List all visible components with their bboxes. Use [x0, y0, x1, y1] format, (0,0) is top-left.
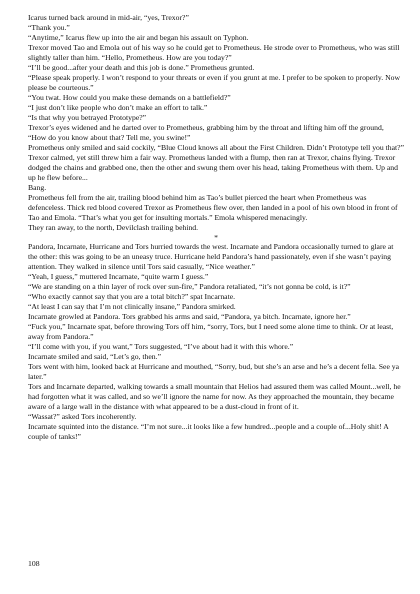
paragraph: “Who exactly cannot say that you are a total bitch?” spat Incarnate. [28, 292, 236, 301]
paragraph: “I just don’t like people who don’t make an effort to talk.” [28, 103, 208, 112]
paragraph: “Please speak properly. I won’t respond to your threats or even if you grunt at me. I prefer to be spoken to properly. Now please be courteous.” [28, 73, 401, 92]
paragraph: “We are standing on a thin layer of rock over sun-fire,” Pandora retaliated, “it’s not gonna be cold, is it?” [28, 282, 351, 291]
paragraph: “Is that why you betrayed Prototype?” [28, 113, 147, 122]
paragraph: Prometheus only smiled and said cockily, “Blue Cloud knows all about the First Children. Didn’t Prototype tell you that?” [28, 143, 404, 152]
paragraph: Icarus turned back around in mid-air, “yes, Trexor?” [28, 13, 189, 22]
paragraph: “I’ll come with you, if you want,” Tors suggested, “I’ve about had it with this whore.” [28, 342, 294, 351]
paragraph: “Wassat?” asked Tors incoherently. [28, 412, 137, 421]
paragraph: Bang. [28, 183, 47, 192]
paragraph: “I’ll be good...after your death and this job is done.” Prometheus grunted. [28, 63, 255, 72]
paragraph: “Thank you.” [28, 23, 70, 32]
paragraph: “You twat. How could you make these demands on a battlefield?” [28, 93, 231, 102]
paragraph: Incarnate growled at Pandora. Tors grabbed his arms and said, “Pandora, ya bitch. Incarnate, ignore her.” [28, 312, 351, 321]
page-number: 108 [28, 559, 40, 568]
paragraph: Pandora, Incarnate, Hurricane and Tors hurried towards the west. Incarnate and Pandora occasionally turned to glare at the other: this was going to be an uneasy truce. Hurricane held Pandora’s hand passionately, even if she wasn’t paying attention. They walked in silence until Tors said casually, “Nice weather.” [28, 242, 394, 271]
paragraph: Trexor’s eyes widened and he darted over to Prometheus, grabbing him by the throat and lifting him off the ground, “How do you know about that? Tell me, you swine!” [28, 123, 384, 142]
paragraph: “Yeah, I guess,” muttered Incarnate, “quite warm I guess.” [28, 272, 209, 281]
paragraph: Trexor calmed, yet still threw him a fair way. Prometheus landed with a flump, then ran at Trexor, chains flying. Trexor dodged the chains and grabbed one, then the other and swung them over his head, taking Prometheus with them. Up and up he flew before... [28, 153, 398, 182]
page-body [28, 13, 404, 442]
paragraph: Tors went with him, looked back at Hurricane and mouthed, “Sorry, bud, but she’s an arse and he’s a decent fella. See ya later.” [28, 362, 400, 381]
paragraph: Tors and Incarnate departed, walking towards a small mountain that Helios had assured them was called Mount...well, he had forgotten what it was called, and so we’ll ignore the name for now. As they approached the mountain, they became aware of a large wall in the distance with what appeared to be a dust-cloud in front of it. [28, 382, 401, 411]
paragraph: “Anytime,” Icarus flew up into the air and began his assault on Typhon. [28, 33, 249, 42]
paragraph: Incarnate squinted into the distance. “I’m not sure...it looks like a few hundred...people and a couple of...Holy shit! A couple of tanks!” [28, 422, 389, 441]
scene-separator: * [214, 233, 218, 242]
paragraph: “Fuck you,” Incarnate spat, before throwing Tors off him, “sorry, Tors, but I need some alone time to think. Or at least, away from Pandora.” [28, 322, 394, 341]
paragraph: Trexor moved Tao and Emola out of his way so he could get to Prometheus. He strode over to Prometheus, who was still slightly taller than him. “Hello, Prometheus. How are you today?” [28, 43, 400, 62]
paragraph: They ran away, to the north, Devilclash trailing behind. [28, 223, 199, 232]
paragraph: Prometheus fell from the air, trailing blood behind him as Tao’s bullet pierced the heart when Prometheus was defenceless. Thick red blood covered Trexor as Prometheus flew over, then landed in a pool of his own blood in front of Tao and Emola. “That’s what you get for insulting mortals.” Emola whispered menacingly. [28, 193, 398, 222]
paragraph: Incarnate smiled and said, “Let’s go, then.” [28, 352, 161, 361]
paragraph: “At least I can say that I’m not clinically insane,” Pandora smirked. [28, 302, 236, 311]
